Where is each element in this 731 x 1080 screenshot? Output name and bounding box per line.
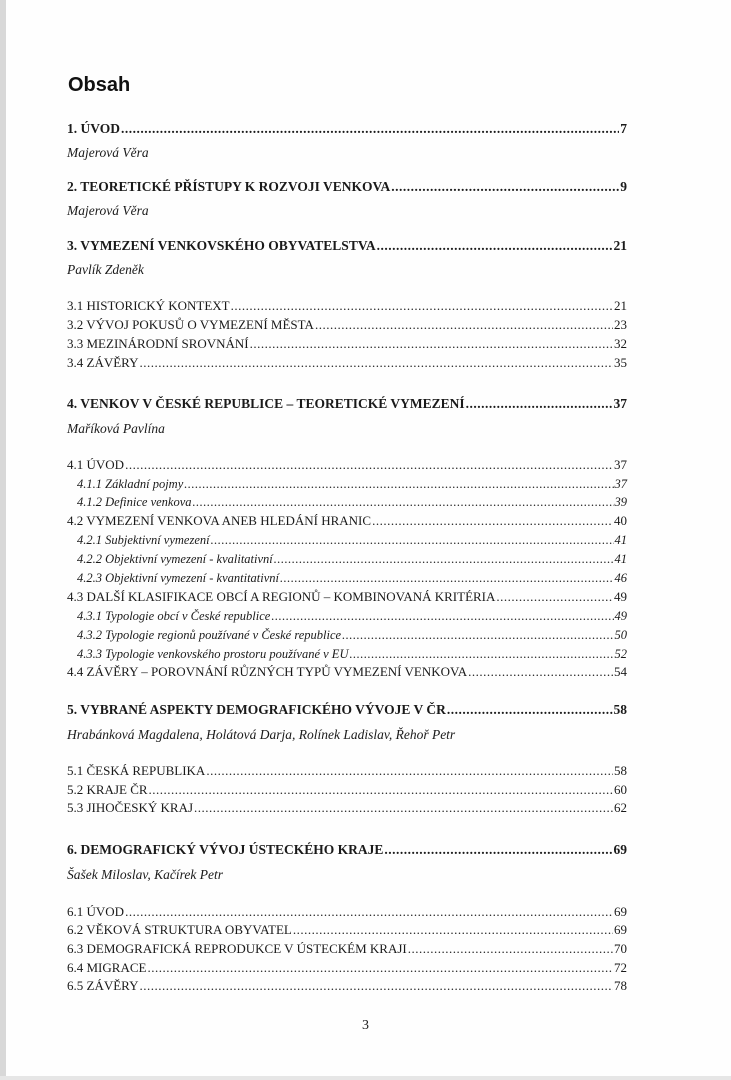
entry-title: 5.3 JIHOČESKÝ KRAJ xyxy=(67,800,194,815)
chapter-authors: Majerová Věra xyxy=(67,145,149,160)
dot-leader xyxy=(372,513,613,529)
chapter-title: 5. VYBRANÉ ASPEKTY DEMOGRAFICKÉHO VÝVOJE V ČR xyxy=(67,702,446,717)
scan-edge-shadow xyxy=(0,0,6,1080)
toc-entry[interactable] xyxy=(67,355,627,371)
entry-title: 5.1 ČESKÁ REPUBLIKA xyxy=(67,763,206,778)
entry-page: 69 xyxy=(614,922,627,937)
dot-leader xyxy=(349,646,613,662)
dot-leader xyxy=(149,782,613,798)
dot-leader xyxy=(211,532,614,548)
toc-entry[interactable] xyxy=(67,904,627,920)
dot-leader xyxy=(466,396,613,412)
toc-subentry[interactable] xyxy=(77,608,627,624)
entry-title: 6.2 VĚKOVÁ STRUKTURA OBYVATEL xyxy=(67,922,292,937)
chapter-page: 69 xyxy=(613,842,627,857)
entry-title: 6.4 MIGRACE xyxy=(67,960,147,975)
toc-chapter-3[interactable] xyxy=(67,238,627,254)
subentry-page: 39 xyxy=(614,495,627,509)
dot-leader xyxy=(125,904,613,920)
subentry-page: 37 xyxy=(614,477,627,491)
subentry-title: 4.2.3 Objektivní vymezení - kvantitativní xyxy=(77,571,280,585)
toc-entry[interactable] xyxy=(67,978,627,994)
chapter-authors: Majerová Věra xyxy=(67,203,149,218)
chapter-title: 2. TEORETICKÉ PŘÍSTUPY K ROZVOJI VENKOVA xyxy=(67,179,391,194)
toc-entry[interactable] xyxy=(67,457,627,473)
chapter-title: 1. ÚVOD xyxy=(67,121,120,136)
entry-page: 37 xyxy=(614,457,627,472)
entry-page: 69 xyxy=(614,904,627,919)
toc-entry[interactable] xyxy=(67,513,627,529)
subentry-title: 4.2.2 Objektivní vymezení - kvalitativní xyxy=(77,552,273,566)
subentry-title: 4.3.2 Typologie regionů používané v České republice xyxy=(77,628,342,642)
chapter-page: 37 xyxy=(613,396,627,411)
toc-subentry[interactable] xyxy=(77,646,627,662)
entry-page: 60 xyxy=(614,782,627,797)
dot-leader xyxy=(250,336,613,352)
dot-leader xyxy=(140,978,614,994)
toc-entry[interactable] xyxy=(67,763,627,779)
dot-leader xyxy=(496,589,613,605)
toc-subentry[interactable] xyxy=(77,551,627,567)
toc-entry[interactable] xyxy=(67,298,627,314)
entry-page: 72 xyxy=(614,960,627,975)
dot-leader xyxy=(280,570,613,586)
chapter-title: 6. DEMOGRAFICKÝ VÝVOJ ÚSTECKÉHO KRAJE xyxy=(67,842,384,857)
subentry-page: 50 xyxy=(614,628,627,642)
toc-entry[interactable] xyxy=(67,922,627,938)
subentry-title: 4.3.1 Typologie obcí v České republice xyxy=(77,609,271,623)
dot-leader xyxy=(206,763,613,779)
toc-chapter-1[interactable] xyxy=(67,121,627,137)
scan-bottom-shadow xyxy=(0,1076,731,1080)
dot-leader xyxy=(274,551,614,567)
entry-title: 3.4 ZÁVĚRY xyxy=(67,355,139,370)
subentry-page: 41 xyxy=(614,552,627,566)
entry-page: 58 xyxy=(614,763,627,778)
chapter-title: 3. VYMEZENÍ VENKOVSKÉHO OBYVATELSTVA xyxy=(67,238,376,253)
toc-entry[interactable] xyxy=(67,782,627,798)
entry-title: 3.2 VÝVOJ POKUSŮ O VYMEZENÍ MĚSTA xyxy=(67,317,314,332)
entry-page: 23 xyxy=(614,317,627,332)
toc-entry[interactable] xyxy=(67,960,627,976)
chapter-authors: Hrabánková Magdalena, Holátová Darja, Rolínek Ladislav, Řehoř Petr xyxy=(67,727,456,742)
chapter-title: 4. VENKOV V ČESKÉ REPUBLICE – TEORETICKÉ VYMEZENÍ xyxy=(67,396,465,411)
toc-heading: Obsah xyxy=(68,74,131,96)
dot-leader xyxy=(342,627,613,643)
chapter-page: 21 xyxy=(613,238,627,253)
toc-subentry[interactable] xyxy=(77,532,627,548)
entry-title: 6.5 ZÁVĚRY xyxy=(67,978,139,993)
entry-title: 5.2 KRAJE ČR xyxy=(67,782,148,797)
dot-leader xyxy=(121,121,619,137)
chapter-authors: Pavlík Zdeněk xyxy=(67,262,144,277)
subentry-title: 4.1.1 Základní pojmy xyxy=(77,477,184,491)
entry-page: 35 xyxy=(614,355,627,370)
toc-entry[interactable] xyxy=(67,941,627,957)
entry-page: 40 xyxy=(614,513,627,528)
entry-page: 62 xyxy=(614,800,627,815)
subentry-page: 41 xyxy=(614,533,627,547)
subentry-page: 46 xyxy=(614,571,627,585)
toc-entry[interactable] xyxy=(67,317,627,333)
toc-subentry[interactable] xyxy=(77,570,627,586)
page-number: 3 xyxy=(362,1018,369,1033)
dot-leader xyxy=(231,298,613,314)
entry-title: 4.1 ÚVOD xyxy=(67,457,125,472)
dot-leader xyxy=(194,800,613,816)
entry-title: 3.1 HISTORICKÝ KONTEXT xyxy=(67,298,230,313)
entry-page: 49 xyxy=(614,589,627,604)
dot-leader xyxy=(447,702,613,718)
entry-page: 54 xyxy=(614,664,627,679)
toc-chapter-4[interactable] xyxy=(67,396,627,412)
dot-leader xyxy=(408,941,613,957)
toc-subentry[interactable] xyxy=(77,476,627,492)
toc-chapter-5[interactable] xyxy=(67,702,627,718)
chapter-page: 7 xyxy=(620,121,627,136)
dot-leader xyxy=(140,355,614,371)
entry-title: 6.3 DEMOGRAFICKÁ REPRODUKCE V ÚSTECKÉM KRAJI xyxy=(67,941,407,956)
dot-leader xyxy=(377,238,613,254)
entry-title: 4.2 VYMEZENÍ VENKOVA ANEB HLEDÁNÍ HRANIC xyxy=(67,513,372,528)
subentry-title: 4.1.2 Definice venkova xyxy=(77,495,192,509)
entry-title: 4.4 ZÁVĚRY – POROVNÁNÍ RŮZNÝCH TYPŮ VYMEZENÍ VENKOVA xyxy=(67,664,468,679)
dot-leader xyxy=(271,608,613,624)
entry-page: 32 xyxy=(614,336,627,351)
entry-title: 6.1 ÚVOD xyxy=(67,904,125,919)
toc-subentry[interactable] xyxy=(77,494,627,510)
toc-chapter-2[interactable] xyxy=(67,179,627,195)
chapter-page: 58 xyxy=(613,702,627,717)
dot-leader xyxy=(147,960,613,976)
dot-leader xyxy=(125,457,613,473)
subentry-title: 4.2.1 Subjektivní vymezení xyxy=(77,533,210,547)
dot-leader xyxy=(315,317,613,333)
dot-leader xyxy=(193,494,614,510)
entry-page: 78 xyxy=(614,978,627,993)
entry-page: 70 xyxy=(614,941,627,956)
dot-leader xyxy=(384,842,612,858)
toc-subentry[interactable] xyxy=(77,627,627,643)
subentry-page: 49 xyxy=(614,609,627,623)
dot-leader xyxy=(391,179,619,195)
entry-title: 4.3 DALŠÍ KLASIFIKACE OBCÍ A REGIONŮ – KOMBINOVANÁ KRITÉRIA xyxy=(67,589,496,604)
toc-entry[interactable] xyxy=(67,336,627,352)
subentry-page: 52 xyxy=(614,647,627,661)
chapter-authors: Šašek Miloslav, Kačírek Petr xyxy=(67,867,223,882)
toc-entry[interactable] xyxy=(67,664,627,680)
dot-leader xyxy=(293,922,613,938)
subentry-title: 4.3.3 Typologie venkovského prostoru používané v EU xyxy=(77,647,349,661)
dot-leader xyxy=(468,664,613,680)
chapter-page: 9 xyxy=(620,179,627,194)
entry-page: 21 xyxy=(614,298,627,313)
toc-entry[interactable] xyxy=(67,800,627,816)
toc-chapter-6[interactable] xyxy=(67,842,627,858)
toc-entry[interactable] xyxy=(67,589,627,605)
dot-leader xyxy=(184,476,613,492)
chapter-authors: Maříková Pavlína xyxy=(67,421,165,436)
entry-title: 3.3 MEZINÁRODNÍ SROVNÁNÍ xyxy=(67,336,249,351)
